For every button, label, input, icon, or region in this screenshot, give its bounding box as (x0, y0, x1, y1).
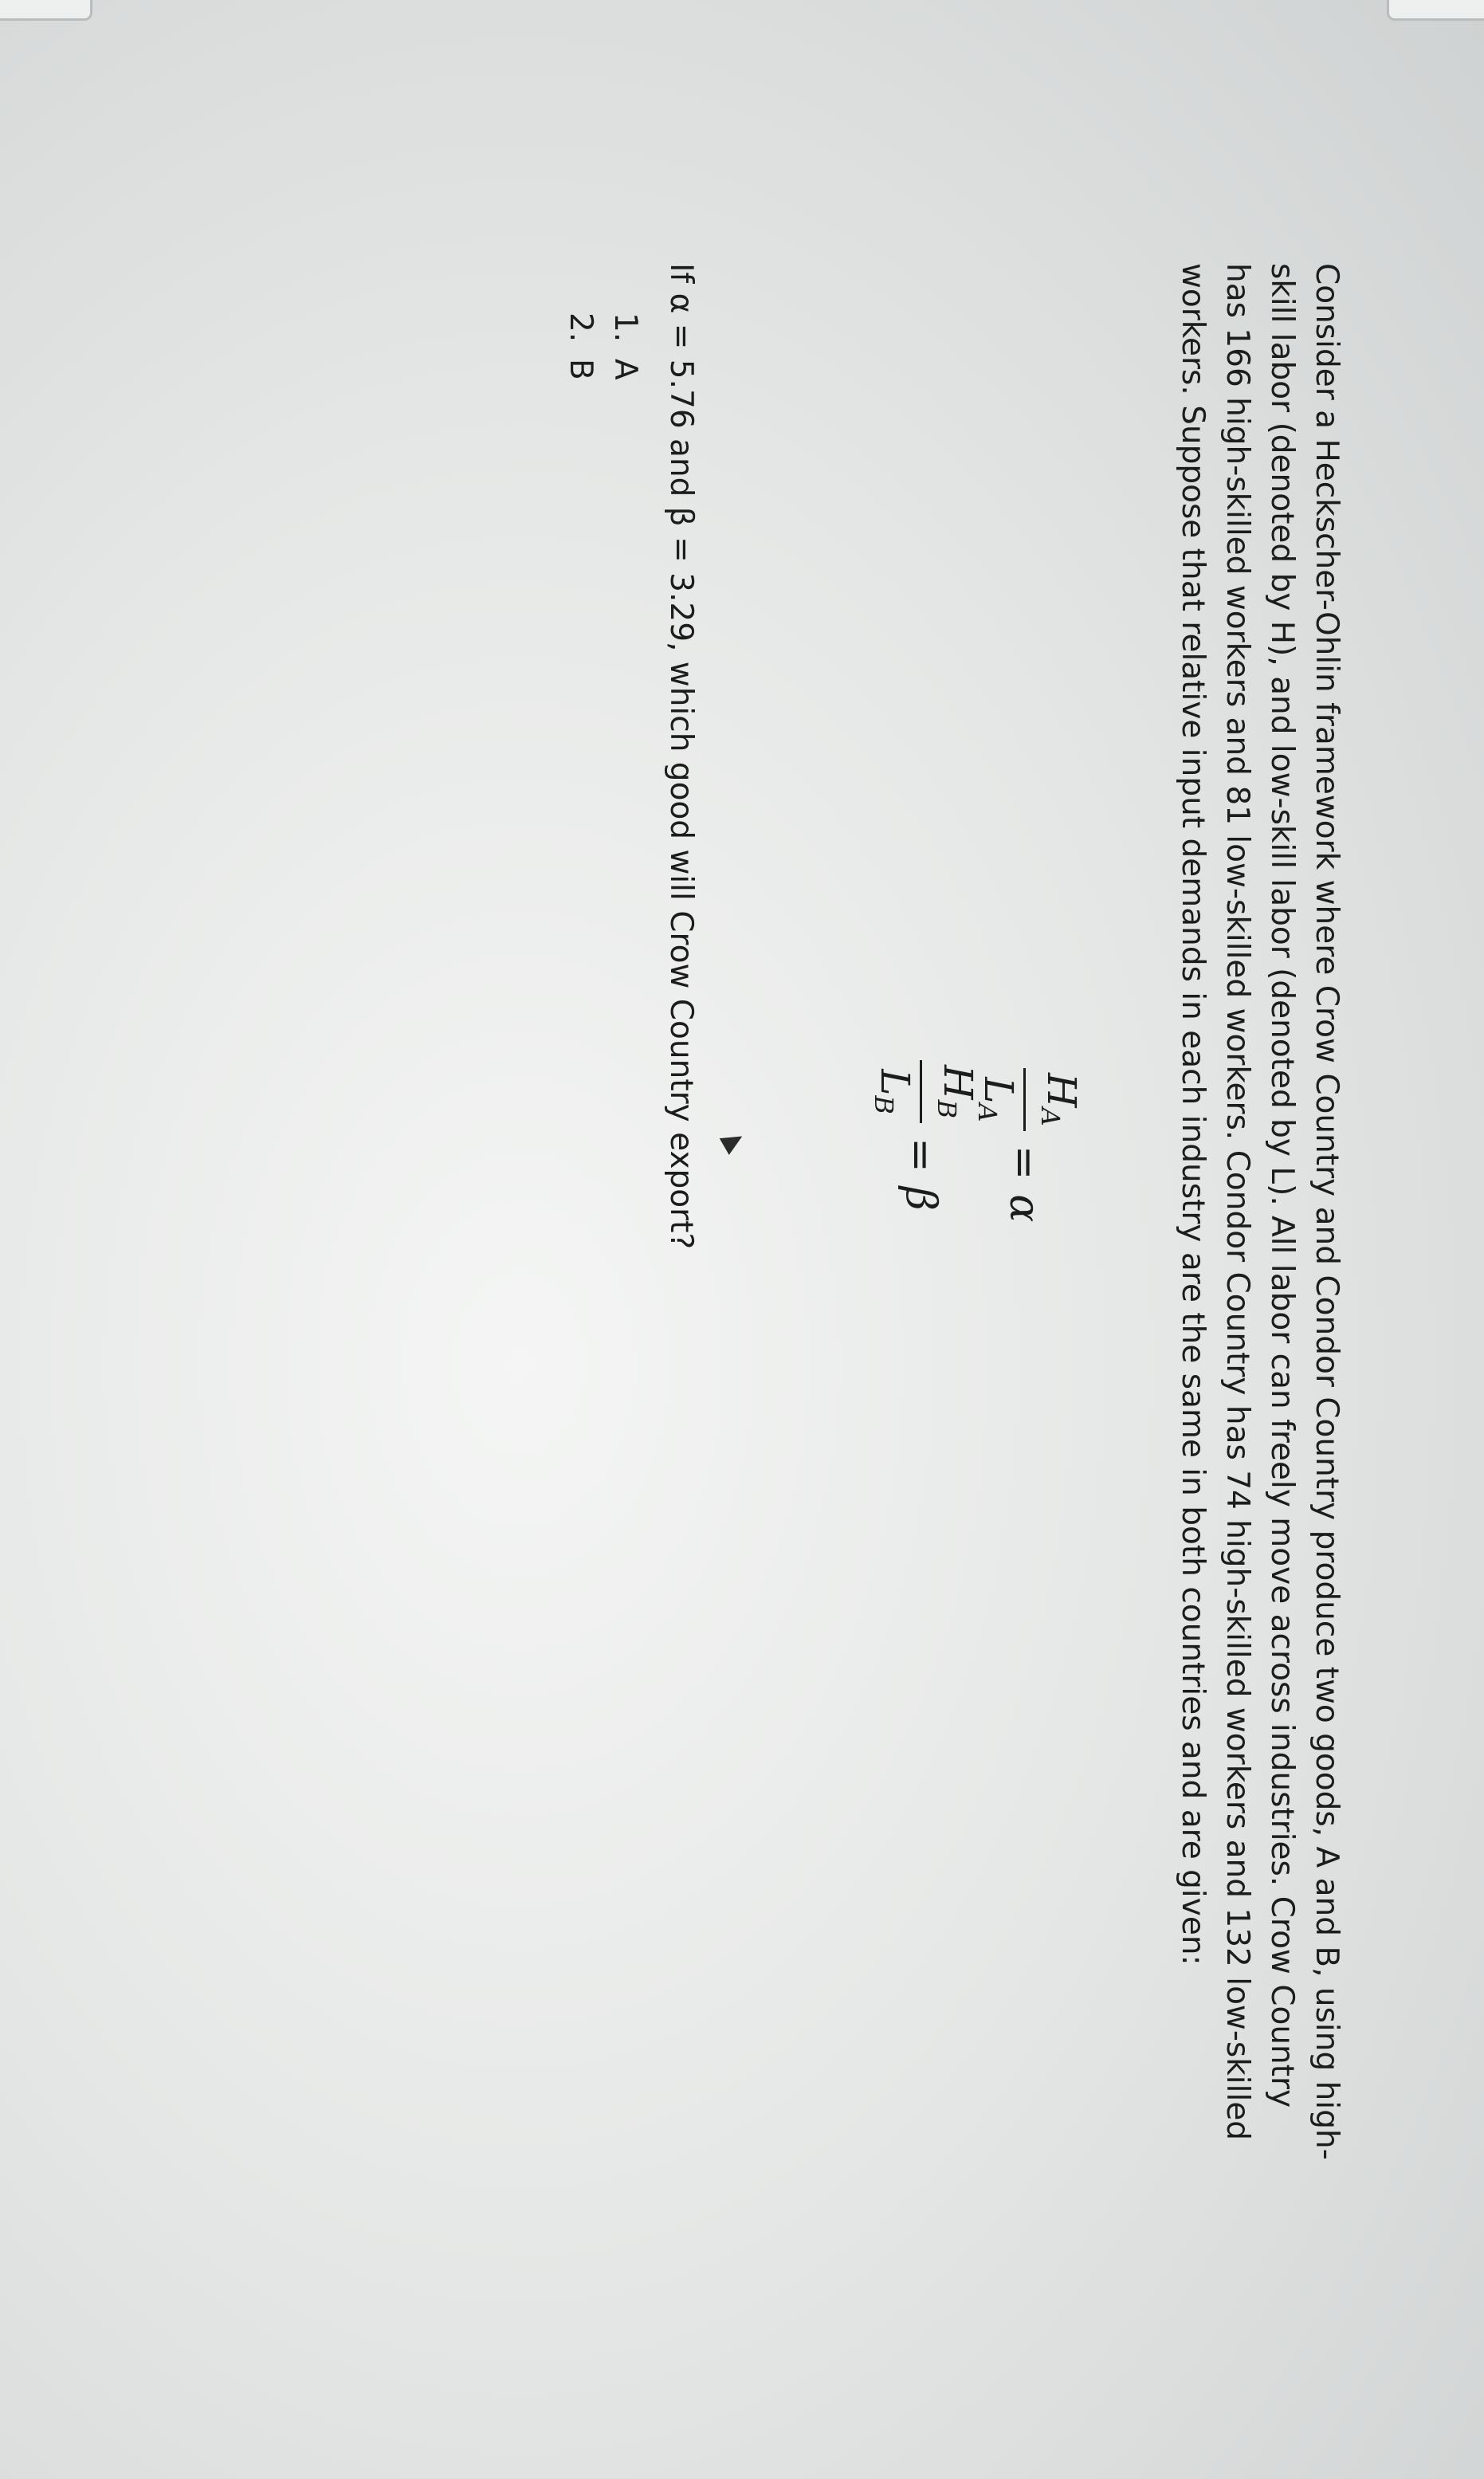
denominator: $L_A$ (972, 1077, 1022, 1122)
equals-sign: = (1000, 1145, 1049, 1181)
option-b[interactable]: 2.B (563, 312, 599, 380)
question-text: If α = 5.76 and β = 3.29, which good will Crow Country export? (663, 263, 699, 1250)
mouse-cursor-icon (720, 1128, 748, 1155)
equation-beta (859, 1060, 983, 1211)
equation-block (827, 263, 1170, 2272)
denominator: $L_B$ (869, 1069, 918, 1114)
fraction-hb-lb (859, 1060, 983, 1123)
answer-options (558, 263, 647, 380)
numerator: $H_B$ (920, 1060, 983, 1123)
question-sheet (563, 263, 1349, 2272)
numerator: $H_A$ (1023, 1068, 1086, 1131)
problem-statement: Consider a Heckscher-Ohlin framework where Crow Country and Condor Country produce two goods, A and B, using high-skill labor (denoted by H), and low-skill labor (denoted by L). All labor can freely move across industries. Crow Country has 166 high-skilled workers and 81 low-skilled workers. Condor Country has 74 high-skilled workers and 132 low-skilled workers. Suppose that relative input demands in each industry are the same in both countries and are given: (1175, 263, 1345, 2160)
option-a[interactable]: 1.A (607, 312, 643, 380)
beta-symbol: β (897, 1186, 945, 1211)
equals-sign: = (897, 1137, 945, 1173)
alpha-symbol: α (1000, 1194, 1049, 1223)
